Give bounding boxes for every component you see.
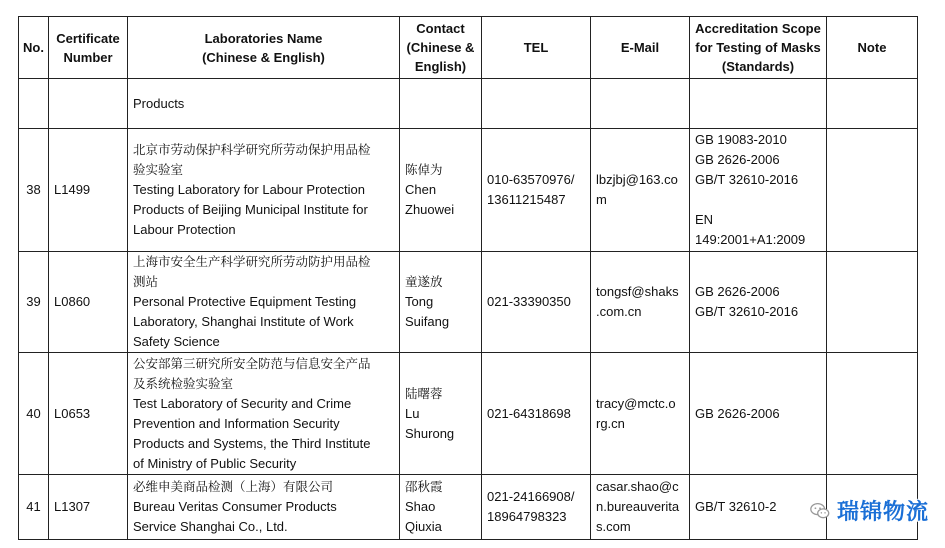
cell-note — [827, 353, 918, 475]
cell-tel — [482, 79, 591, 129]
cell-cert: L1307 — [49, 475, 128, 540]
cell-lab: 北京市劳动保护科学研究所劳动保护用品检 验实验室 Testing Laboratory for Labour Protection Products of Beijing Municipal Institute for Labour Protection — [128, 129, 400, 252]
header-accreditation-scope: Accreditation Scope for Testing of Masks (Standards) — [690, 17, 827, 79]
cell-tel: 010-63570976/ 13611215487 — [482, 129, 591, 252]
cell-cert: L1499 — [49, 129, 128, 252]
cell-no: 39 — [19, 252, 49, 353]
cell-scope: GB 2626-2006 GB/T 32610-2016 — [690, 252, 827, 353]
cell-contact: 陈倬为 Chen Zhuowei — [400, 129, 482, 252]
cell-scope — [690, 79, 827, 129]
cell-lab: 上海市安全生产科学研究所劳动防护用品检 测站 Personal Protective Equipment Testing Laboratory, Shanghai Institute of Work Safety Science — [128, 252, 400, 353]
cell-contact: 童遂放 Tong Suifang — [400, 252, 482, 353]
cell-note — [827, 79, 918, 129]
cell-no — [19, 79, 49, 129]
cell-tel: 021-24166908/ 18964798323 — [482, 475, 591, 540]
header-contact: Contact (Chinese & English) — [400, 17, 482, 79]
wechat-icon — [809, 500, 831, 522]
cell-contact: 邵秋霞 Shao Qiuxia — [400, 475, 482, 540]
cell-no: 41 — [19, 475, 49, 540]
header-certificate-number: Certificate Number — [49, 17, 128, 79]
cell-note — [827, 252, 918, 353]
cell-email: tracy@mctc.o rg.cn — [591, 353, 690, 475]
table-row — [19, 353, 918, 475]
cell-scope: GB/T 32610-2 — [690, 475, 827, 540]
cell-no: 38 — [19, 129, 49, 252]
table-row — [19, 475, 918, 540]
table-header-row — [19, 17, 918, 79]
cell-tel: 021-64318698 — [482, 353, 591, 475]
cell-lab: 公安部第三研究所安全防范与信息安全产品 及系统检验实验室 Test Laboratory of Security and Crime Prevention and Information Security Products and Systems, the Third Institute of Ministry of Public Security — [128, 353, 400, 475]
accreditation-table — [18, 16, 918, 540]
cell-email: tongsf@shaks .com.cn — [591, 252, 690, 353]
cell-contact — [400, 79, 482, 129]
cell-email — [591, 79, 690, 129]
watermark — [809, 495, 929, 526]
cell-no: 40 — [19, 353, 49, 475]
cell-cert: L0653 — [49, 353, 128, 475]
cell-scope: GB 2626-2006 — [690, 353, 827, 475]
table-row — [19, 252, 918, 353]
header-note: Note — [827, 17, 918, 79]
cell-email: lbzjbj@163.co m — [591, 129, 690, 252]
table-row — [19, 129, 918, 252]
cell-scope: GB 19083-2010 GB 2626-2006 GB/T 32610-2016 EN 149:2001+A1:2009 — [690, 129, 827, 252]
table-row-continued — [19, 79, 918, 129]
watermark-text: 瑞锦物流 — [836, 500, 929, 525]
header-email: E-Mail — [591, 17, 690, 79]
header-no: No. — [19, 17, 49, 79]
header-tel: TEL — [482, 17, 591, 79]
cell-cert: L0860 — [49, 252, 128, 353]
cell-contact: 陆曙蓉 Lu Shurong — [400, 353, 482, 475]
cell-tel: 021-33390350 — [482, 252, 591, 353]
cell-cert — [49, 79, 128, 129]
cell-lab: 必维申美商品检测（上海）有限公司 Bureau Veritas Consumer Products Service Shanghai Co., Ltd. — [128, 475, 400, 540]
cell-email: casar.shao@c n.bureauverita s.com — [591, 475, 690, 540]
header-laboratories-name: Laboratories Name (Chinese & English) — [128, 17, 400, 79]
cell-note — [827, 129, 918, 252]
cell-lab: Products — [128, 79, 400, 129]
